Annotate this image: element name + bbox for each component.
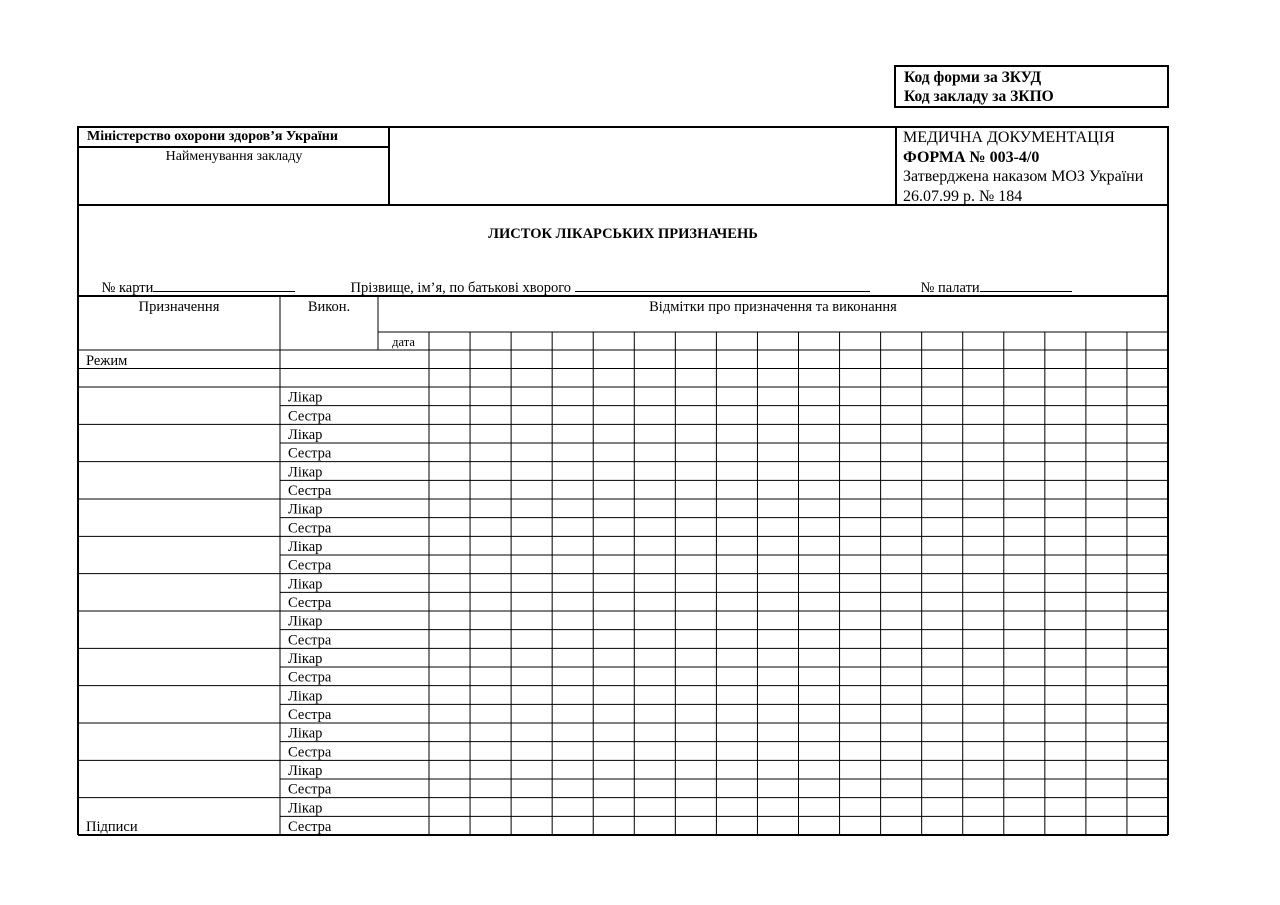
ward-number-label: № палати — [920, 280, 980, 296]
doctor-label: Лікар — [288, 763, 323, 779]
date-header-cell[interactable] — [800, 333, 839, 349]
nurse-label: Сестра — [288, 781, 332, 798]
date-header-cell[interactable] — [635, 333, 674, 349]
column-header-marks: Відмітки про призначення та виконання — [649, 299, 897, 315]
nurse-label: Сестра — [288, 557, 332, 574]
date-header-cell[interactable] — [1046, 333, 1085, 349]
date-header-cell[interactable] — [676, 333, 715, 349]
doctor-label: Лікар — [288, 539, 323, 555]
patient-name-label: Прізвище, ім’я, по батькові хворого — [350, 280, 572, 296]
nurse-label: Сестра — [288, 819, 332, 835]
date-label: дата — [392, 335, 415, 349]
approval-order: 26.07.99 р. № 184 — [903, 187, 1023, 205]
doc-type: МЕДИЧНА ДОКУМЕНТАЦІЯ — [903, 129, 1115, 146]
ministry-name: Міністерство охорони здоров’я України — [79, 128, 389, 148]
date-header-cell[interactable] — [841, 333, 880, 349]
prescription-entry-cell[interactable] — [79, 724, 279, 759]
nurse-label: Сестра — [288, 520, 332, 537]
doctor-label: Лікар — [288, 613, 323, 630]
nurse-label: Сестра — [288, 744, 332, 761]
regime-label: Режим — [86, 353, 128, 369]
doctor-label: Лікар — [288, 576, 323, 593]
prescription-entry-cell[interactable] — [79, 463, 279, 498]
prescription-entry-cell[interactable] — [79, 649, 279, 684]
nurse-label: Сестра — [288, 483, 332, 499]
prescription-entry-cell[interactable] — [79, 500, 279, 535]
nurse-label: Сестра — [288, 445, 332, 462]
doctor-label: Лікар — [288, 501, 323, 518]
date-header-cell[interactable] — [1128, 333, 1167, 349]
zkud-code-label: Код форми за ЗКУД — [904, 69, 1042, 86]
prescription-entry-cell[interactable] — [79, 687, 279, 722]
zkpo-code-label: Код закладу за ЗКПО — [904, 88, 1054, 105]
doctor-label: Лікар — [288, 651, 323, 667]
date-header-cell[interactable] — [717, 333, 756, 349]
prescription-entry-cell[interactable] — [79, 537, 279, 572]
doctor-label: Лікар — [288, 464, 323, 481]
doctor-label: Лікар — [288, 725, 323, 742]
date-header-cell[interactable] — [553, 333, 592, 349]
doctor-label: Лікар — [288, 800, 323, 817]
prescription-entry-cell[interactable] — [79, 612, 279, 647]
approval-text: Затверджена наказом МОЗ України — [903, 168, 1144, 185]
date-header-cell[interactable] — [1005, 333, 1044, 349]
date-header-cell[interactable] — [923, 333, 962, 349]
prescription-entry-cell[interactable] — [79, 799, 279, 834]
prescription-entry-cell[interactable] — [79, 761, 279, 796]
prescription-entry-cell[interactable] — [79, 425, 279, 460]
column-header-prescription: Призначення — [138, 299, 220, 315]
column-header-executor: Викон. — [307, 299, 351, 315]
nurse-label: Сестра — [288, 669, 332, 686]
date-header-cell[interactable] — [471, 333, 510, 349]
doctor-label: Лікар — [288, 688, 323, 705]
doctor-label: Лікар — [288, 427, 323, 443]
date-header-cell[interactable] — [758, 333, 797, 349]
institution-caption: Найменування закладу — [165, 149, 303, 164]
doctor-label: Лікар — [288, 389, 323, 406]
nurse-label: Сестра — [288, 632, 332, 649]
form-title: ЛИСТОК ЛІКАРСЬКИХ ПРИЗНАЧЕНЬ — [488, 226, 758, 242]
date-header-cell[interactable] — [1087, 333, 1126, 349]
nurse-label: Сестра — [288, 707, 332, 723]
prescription-entry-cell[interactable] — [79, 575, 279, 610]
nurse-label: Сестра — [288, 595, 332, 611]
date-header-cell[interactable] — [430, 333, 469, 349]
form-number: ФОРМА № 003-4/0 — [903, 148, 1040, 166]
date-header-cell[interactable] — [964, 333, 1003, 349]
prescription-entry-cell[interactable] — [79, 388, 279, 423]
date-header-cell[interactable] — [594, 333, 633, 349]
nurse-label: Сестра — [288, 408, 332, 425]
card-number-label: № карти — [101, 280, 154, 296]
date-header-cell[interactable] — [882, 333, 921, 349]
date-header-cell[interactable] — [512, 333, 551, 349]
